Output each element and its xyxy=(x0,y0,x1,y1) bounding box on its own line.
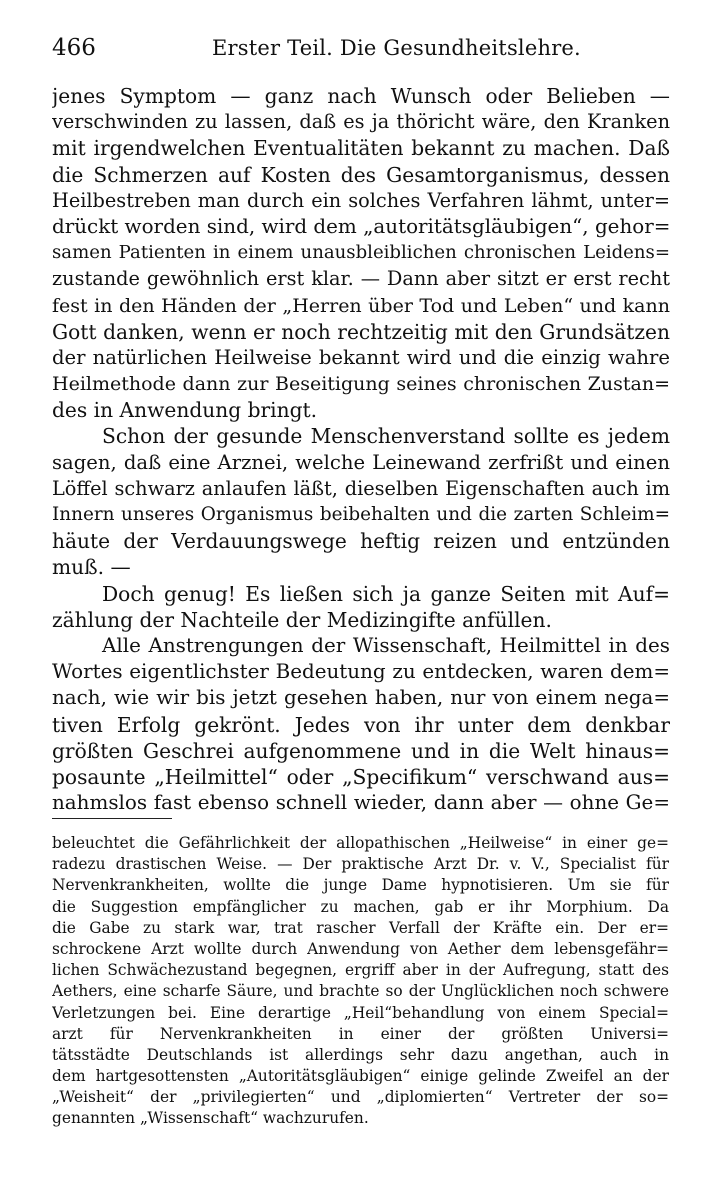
footnote-line: tätsstädte Deutschlands ist allerdings sehr dazu angethan, auch in xyxy=(52,1045,669,1064)
text-line: Schon der gesunde Menschenverstand sollte es jedem xyxy=(102,424,670,449)
footnote-line: Aethers, eine scharfe Säure, und brachte so der Unglücklichen noch schwere xyxy=(52,982,669,1001)
footnote-line: genannten „Wissenschaft“ wachzurufen. xyxy=(52,1109,369,1128)
text-line: tiven Erfolg gekrönt. Jedes von ihr unter dem denkbar xyxy=(52,712,670,737)
footnote-line: lichen Schwächezustand begegnen, ergriff aber in der Aufregung, statt des xyxy=(52,961,669,980)
footnote-line: „Weisheit“ der „privilegierten“ und „diplomierten“ Vertreter der so= xyxy=(52,1088,669,1107)
text-line: des in Anwendung bringt. xyxy=(52,398,318,423)
page-header xyxy=(52,30,672,66)
text-line: posaunte „Heilmittel“ oder „Specifikum“ verschwand aus= xyxy=(52,764,670,789)
text-line: Heilbestreben man durch ein solches Verfahren lähmt, unter= xyxy=(52,188,670,212)
text-line: jenes Symptom — ganz nach Wunsch oder Belieben — xyxy=(52,84,670,108)
footnote xyxy=(52,833,669,1130)
text-line: zählung der Nachteile der Medizingifte anfüllen. xyxy=(52,607,552,632)
text-line: mit irgendwelchen Eventualitäten bekannt zu machen. Daß xyxy=(52,136,670,161)
footnote-line: dem hartgesottensten „Autoritätsgläubigen“ einige gelinde Zweifel an der xyxy=(52,1067,669,1086)
text-line: Gott danken, wenn er noch rechtzeitig mit den Grundsätzen xyxy=(52,319,670,344)
text-line: zustande gewöhnlich erst klar. — Dann aber sitzt er erst recht xyxy=(52,267,670,291)
text-line: nach, wie wir bis jetzt gesehen haben, nur von einem nega= xyxy=(52,686,670,710)
text-line: nahmslos fast ebenso schnell wieder, dann aber — ohne Ge= xyxy=(52,791,670,815)
text-line: fest in den Händen der „Herren über Tod und Leben“ und kann xyxy=(52,294,670,317)
text-line: der natürlichen Heilweise bekannt wird und die einzig wahre xyxy=(52,345,670,369)
text-line: sagen, daß eine Arznei, welche Leinewand zerfrißt und einen xyxy=(52,450,670,474)
text-line: Doch genug! Es ließen sich ja ganze Seiten mit Auf= xyxy=(102,581,670,606)
page-number: 466 xyxy=(52,35,96,61)
footnote-line: arzt für Nervenkrankheiten in einer der größten Universi= xyxy=(52,1024,669,1043)
text-line: drückt worden sind, wird dem „autoritätsgläubigen“, gehor= xyxy=(52,214,670,238)
footnote-line: Nervenkrankheiten, wollte die junge Dame hypnotisieren. Um sie für xyxy=(52,876,669,895)
footnote-line: radezu drastischen Weise. — Der praktische Arzt Dr. v. V., Specialist für xyxy=(52,855,669,874)
text-line: Innern unseres Organismus beibehalten und die zarten Schleim= xyxy=(52,504,670,525)
running-title: Erster Teil. Die Gesundheitslehre. xyxy=(212,36,581,60)
footnote-line: Verletzungen bei. Eine derartige „Heil“behandlung von einem Special= xyxy=(52,1003,669,1022)
text-line: Alle Anstrengungen der Wissenschaft, Heilmittel in des xyxy=(102,633,670,657)
footnote-line: schrockene Arzt wollte durch Anwendung von Aether dem lebensgefähr= xyxy=(52,939,669,958)
text-line: häute der Verdauungswege heftig reizen und entzünden xyxy=(52,529,670,554)
text-line: verschwinden zu lassen, daß es ja thöricht wäre, den Kranken xyxy=(52,110,670,134)
text-line: Wortes eigentlichster Bedeutung zu entdecken, waren dem= xyxy=(52,660,670,684)
text-line: größten Geschrei aufgenommene und in die Welt hinaus= xyxy=(52,738,670,763)
text-line: muß. — xyxy=(52,555,131,580)
text-line: Heilmethode dann zur Beseitigung seines chronischen Zustan= xyxy=(52,373,670,396)
footnote-separator xyxy=(52,818,172,819)
footnote-line: die Suggestion empfänglicher zu machen, gab er ihr Morphium. Da xyxy=(52,897,669,916)
text-line: die Schmerzen auf Kosten des Gesamtorganismus, dessen xyxy=(52,162,670,187)
text-line: samen Patienten in einem unausbleiblichen chronischen Leidens= xyxy=(52,242,670,264)
footnote-line: die Gabe zu stark war, trat rascher Verfall der Kräfte ein. Der er= xyxy=(52,918,669,937)
main-text xyxy=(52,83,670,816)
text-line: Löffel schwarz anlaufen läßt, dieselben Eigenschaften auch im xyxy=(52,476,670,500)
footnote-line: beleuchtet die Gefährlichkeit der allopathischen „Heilweise“ in einer ge= xyxy=(52,834,669,852)
